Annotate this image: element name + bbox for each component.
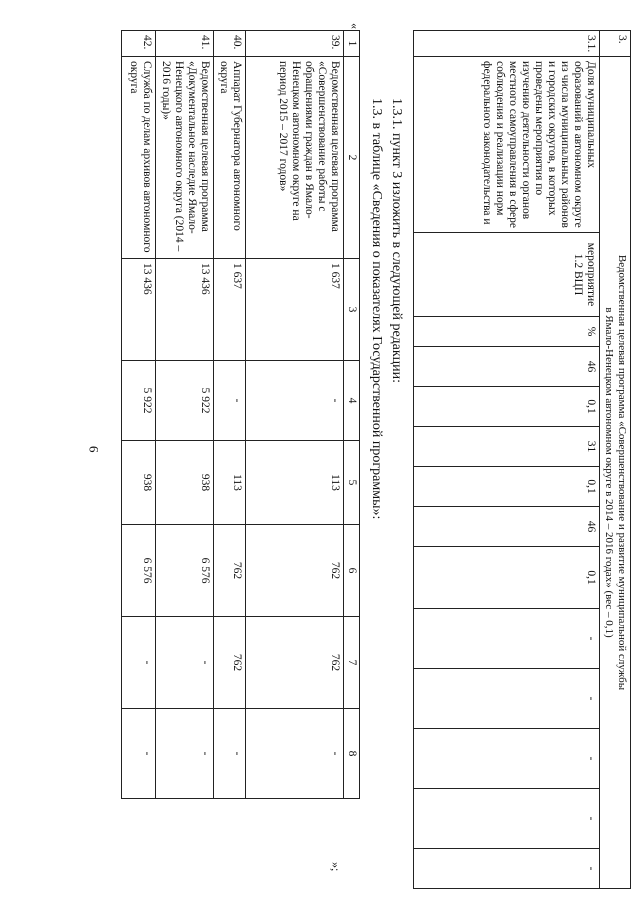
header-cell: 1 — [344, 31, 360, 57]
section-title-line-1: Ведомственная целевая программа «Совершенствование и развитие муниципальной службы — [616, 254, 628, 691]
table-row — [122, 31, 156, 799]
row-value: - — [214, 709, 246, 799]
row-title: Ведомственная целевая программа «Документальное наследие Ямало-Ненецкого автономного округа (2014 – 2016 годы)» — [156, 57, 214, 259]
section-title — [600, 57, 631, 889]
unit-cell: % — [414, 317, 600, 347]
row-number: 41. — [156, 31, 214, 57]
table-row — [246, 31, 344, 799]
indicator-row — [414, 31, 600, 889]
indicators-table — [413, 30, 631, 889]
row-title: Аппарат Губернатора автономного округа — [214, 57, 246, 259]
value-cell: 0,1 — [414, 547, 600, 609]
row-value: 938 — [156, 441, 214, 525]
dash-cell: - — [414, 729, 600, 789]
row-value: - — [122, 709, 156, 799]
row-value: 1 637 — [246, 259, 344, 361]
row-value: 762 — [246, 617, 344, 709]
row-title: Ведомственная целевая программа «Совершенствование работы с обращениями граждан в Ямало-Ненецком автономном округе на период 2015 – 2017 годов» — [246, 57, 344, 259]
row-value: 113 — [214, 441, 246, 525]
row-value: - — [246, 709, 344, 799]
row-value: - — [156, 617, 214, 709]
dash-cell: - — [414, 609, 600, 669]
dash-cell: - — [414, 789, 600, 849]
header-cell: 4 — [344, 361, 360, 441]
header-cell: 2 — [344, 57, 360, 259]
event-label: мероприятие — [585, 242, 597, 307]
event-cell — [414, 233, 600, 317]
paragraph-1-3-1: 1.3.1. пункт 3 изложить в следующей редакции: — [389, 98, 404, 383]
row-number: 42. — [122, 31, 156, 57]
section-title-line-2: в Ямало-Ненецком автономном округе в 2014 – 2016 годах» (вес – 0,1) — [603, 307, 615, 638]
row-value: - — [156, 709, 214, 799]
header-cell: 7 — [344, 617, 360, 709]
row-number: 40. — [214, 31, 246, 57]
page-number: 9 — [86, 446, 101, 453]
table-row — [156, 31, 214, 799]
value-cell: 46 — [414, 347, 600, 387]
header-cell: 6 — [344, 525, 360, 617]
table-header-row — [344, 31, 360, 799]
row-value: 13 436 — [156, 259, 214, 361]
table-row — [214, 31, 246, 799]
budget-table — [121, 30, 360, 799]
row-value: 762 — [214, 525, 246, 617]
row-value: 762 — [214, 617, 246, 709]
value-cell: 0,1 — [414, 467, 600, 507]
row-value: - — [214, 361, 246, 441]
row-value: 6 576 — [122, 525, 156, 617]
row-value: 5 922 — [122, 361, 156, 441]
section-row — [600, 31, 631, 889]
row-number: 39. — [246, 31, 344, 57]
closing-quote: »; — [329, 862, 343, 872]
value-cell: 46 — [414, 507, 600, 547]
row-value: 5 922 — [156, 361, 214, 441]
dash-cell: - — [414, 849, 600, 889]
event-code: 1.2 ВЦП — [572, 253, 584, 296]
opening-quote: « — [348, 23, 362, 29]
row-value: 113 — [246, 441, 344, 525]
row-value: - — [246, 361, 344, 441]
dash-cell: - — [414, 669, 600, 729]
row-value: 13 436 — [122, 259, 156, 361]
section-number: 3. — [600, 31, 631, 57]
row-value: 938 — [122, 441, 156, 525]
value-cell: 0,1 — [414, 387, 600, 427]
row-title: Служба по делам архивов автономного округа — [122, 57, 156, 259]
row-value: 6 576 — [156, 525, 214, 617]
row-value: 762 — [246, 525, 344, 617]
paragraph-1-3: 1.3. в таблице «Сведения о показателях Государственной программы»: — [369, 98, 384, 520]
header-cell: 5 — [344, 441, 360, 525]
header-cell: 8 — [344, 709, 360, 799]
indicator-text: Доля муниципальных образований в автономном округе из числа муниципальных районов и городских округов, в которых проведены мероприятия по изучению деятельности органов местного самоуправления в сфере соблюдения и реализации норм федерального законодательства и — [414, 57, 600, 233]
value-cell: 31 — [414, 427, 600, 467]
row-value: 1 637 — [214, 259, 246, 361]
row-value: - — [122, 617, 156, 709]
row-number: 3.1. — [414, 31, 600, 57]
header-cell: 3 — [344, 259, 360, 361]
